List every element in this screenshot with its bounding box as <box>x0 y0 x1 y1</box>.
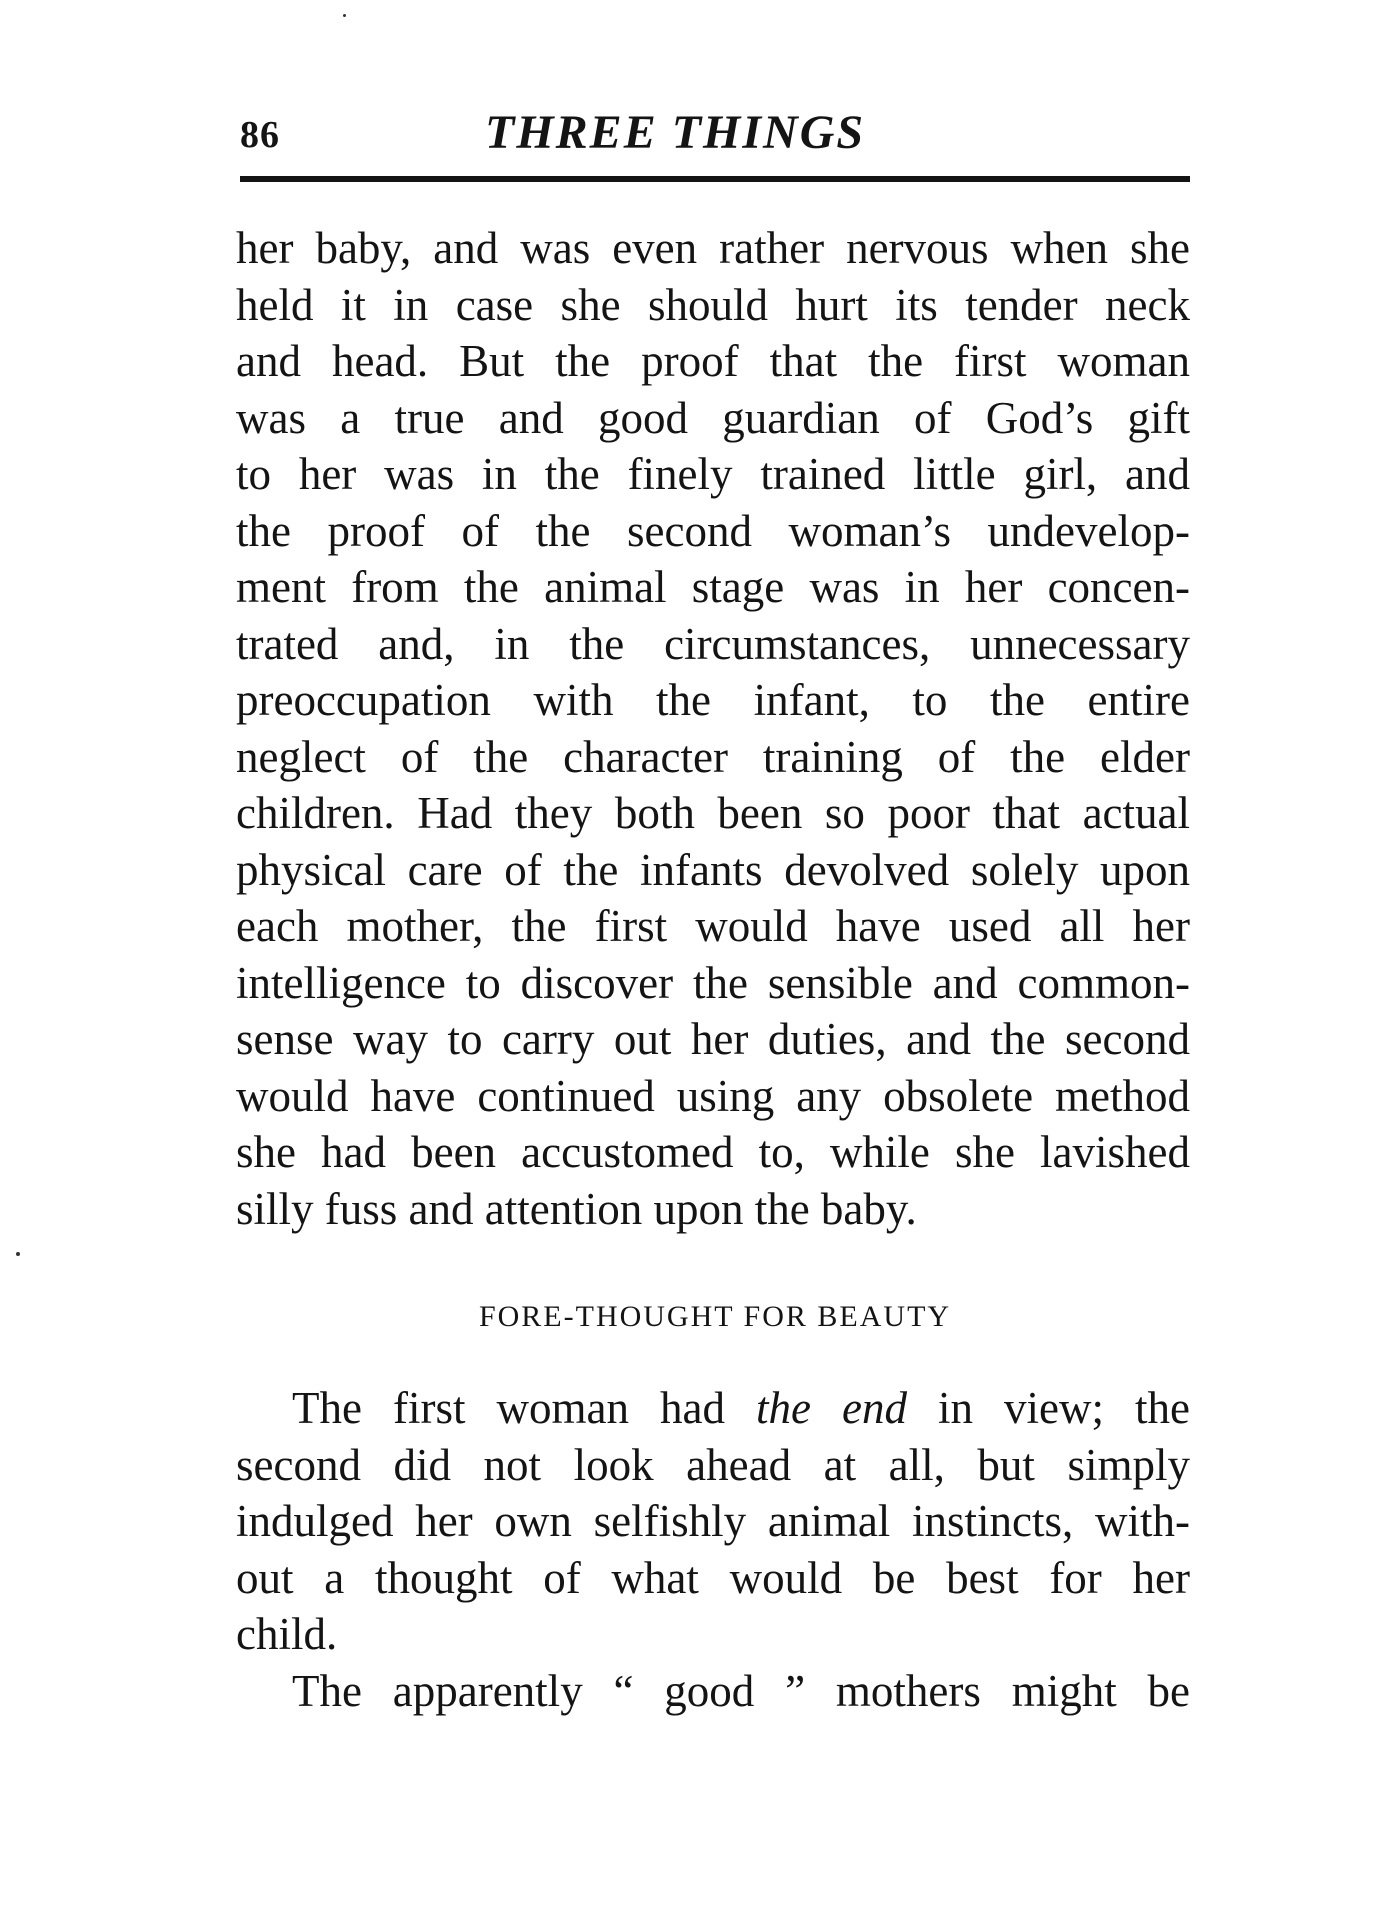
text-line: sense way to carry out her duties, and the second <box>236 1014 1190 1064</box>
text-line: children. Had they both been so poor that actual <box>236 788 1190 838</box>
text-line: silly fuss and attention upon the baby. <box>236 1183 917 1234</box>
text-line: neglect of the character training of the elder <box>236 731 1190 782</box>
text-line: second did not look ahead at all, but simply <box>236 1439 1190 1490</box>
page-number: 86 <box>240 114 280 156</box>
text-line: The apparently “ good ” mothers might be <box>292 1665 1190 1716</box>
text-line: child. <box>236 1609 338 1659</box>
text-line: she had been accustomed to, while she lavished <box>236 1127 1190 1177</box>
page-header <box>240 105 1190 175</box>
text-fragment: The first woman had <box>292 1383 756 1433</box>
text-line: was a true and good guardian of God’s gift <box>236 392 1190 443</box>
paragraph-2 <box>236 1380 1190 1719</box>
text-line <box>236 1380 1190 1437</box>
scan-speck <box>16 1252 20 1256</box>
text-line: and head. But the proof that the first woman <box>236 336 1190 386</box>
text-line: her baby, and was even rather nervous when she <box>236 223 1190 273</box>
text-line: physical care of the infants devolved solely upon <box>236 844 1190 895</box>
text-line: held it in case she should hurt its tender neck <box>236 279 1190 330</box>
text-line: preoccupation with the infant, to the entire <box>236 675 1190 725</box>
text-line: out a thought of what would be best for her <box>236 1552 1190 1603</box>
text-line: the proof of the second woman’s undevelop- <box>236 505 1190 556</box>
text-line: each mother, the first would have used all her <box>236 901 1190 951</box>
running-title: THREE THINGS <box>485 106 866 159</box>
scan-speck <box>343 14 346 17</box>
text-line: intelligence to discover the sensible and common- <box>236 957 1190 1008</box>
italic-phrase: the end <box>755 1383 907 1433</box>
header-rule <box>240 176 1190 182</box>
text-fragment: in view; the <box>906 1383 1190 1433</box>
text-line: ment from the animal stage was in her concen- <box>236 562 1190 612</box>
text-line: to her was in the finely trained little girl, and <box>236 449 1190 499</box>
section-heading: FORE-THOUGHT FOR BEAUTY <box>478 1300 952 1333</box>
text-line: indulged her own selfishly animal instincts, with- <box>236 1496 1190 1546</box>
text-line: trated and, in the circumstances, unnecessary <box>236 618 1190 669</box>
paragraph-1 <box>236 220 1190 1237</box>
text-line: would have continued using any obsolete method <box>236 1070 1190 1121</box>
